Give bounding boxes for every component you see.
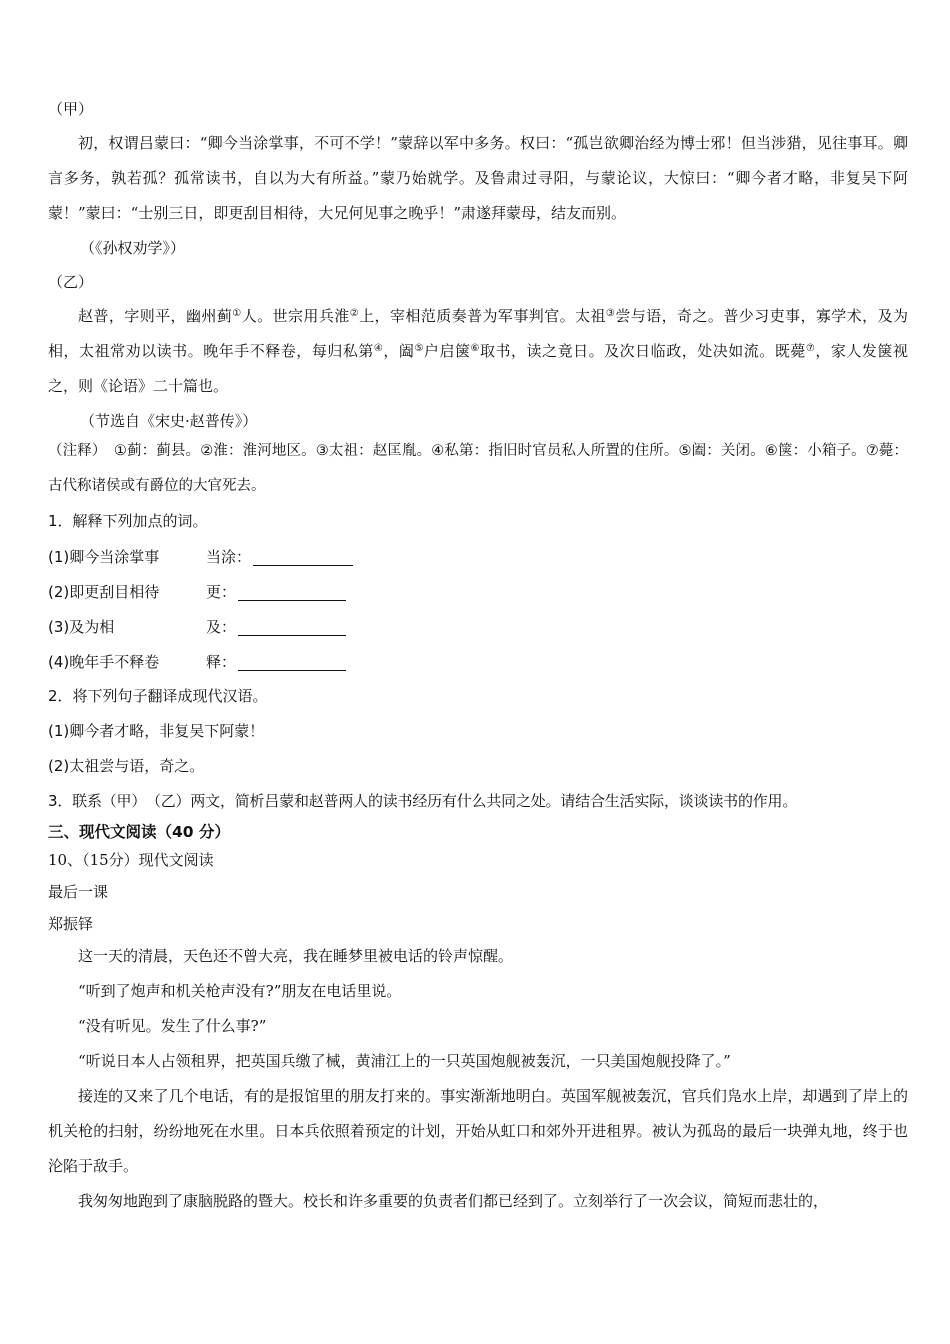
annotation-notes: （注释） ①蓟：蓟县。②淮：淮河地区。③太祖：赵匡胤。④私第：指旧时官员私人所置的住所。⑤阖：关闭。⑥箧：小箱子。⑦薨：古代称诸侯或有爵位的大官死去。	[48, 443, 908, 494]
question-1-item	[48, 539, 908, 574]
question-1-item	[48, 574, 908, 609]
footnote-marker: ⑦	[805, 343, 816, 354]
answer-blank[interactable]	[238, 582, 346, 601]
article-paragraph: 我匆匆地跑到了康脑脱路的暨大。校长和许多重要的负责者们都已经到了。立刻举行了一次会议，简短而悲壮的，	[78, 1192, 829, 1210]
footnote-marker: ①	[232, 308, 242, 319]
question-1-word: 释：	[206, 653, 237, 671]
question-1-sentence: (1)卿今当涂掌事	[48, 548, 160, 566]
article-paragraph: “听说日本人占领租界，把英国兵缴了械，黄浦江上的一只英国炮舰被轰沉，一只美国炮舰投降了。”	[78, 1052, 731, 1070]
answer-blank[interactable]	[253, 547, 353, 566]
question-1-item	[48, 609, 908, 644]
document-page	[48, 96, 908, 1219]
article-title: 最后一课	[48, 883, 109, 901]
passage-jia-source: （《孙权劝学》）	[80, 239, 186, 257]
question-1-word: 及：	[206, 618, 237, 636]
section-3-heading: 三、现代文阅读（40 分）	[48, 823, 230, 841]
footnote-marker: ④	[373, 343, 384, 354]
footnote-marker: ⑤	[414, 343, 424, 354]
passage-yi-source: （节选自《宋史·赵普传》）	[80, 412, 258, 430]
question-1-word: 当涂：	[206, 548, 252, 566]
article-paragraph: “听到了炮声和机关枪声没有?”朋友在电话里说。	[78, 982, 402, 1000]
question-2-item: (2)太祖尝与语，奇之。	[48, 757, 205, 775]
question-1-sentence: (4)晚年手不释卷	[48, 653, 160, 671]
passage-yi-text: 赵普，字则平，幽州蓟①人。世宗用兵淮②上，宰相范质奏普为军事判官。太祖③尝与语，奇之。普少习吏事，寡学术，及为相，太祖常劝以读书。晚年手不释卷，每归私第④，阖⑤户启箧⑥取书，读之竟日。及次日临政，处决如流。既薨⑦，家人发箧视之，则《论语》二十篇也。	[48, 307, 909, 395]
question-1-item	[48, 644, 908, 679]
article-author: 郑振铎	[48, 915, 94, 933]
article-paragraph: 这一天的清晨，天色还不曾大亮，我在睡梦里被电话的铃声惊醒。	[78, 947, 514, 965]
question-1-sentence: (2)即更刮目相待	[48, 583, 160, 601]
passage-jia-text: 初，权谓吕蒙曰：“卿今当涂掌事，不可不学！”蒙辞以军中多务。权曰：“孤岂欲卿治经为博士邪！但当涉猎，见往事耳。卿言多务，孰若孤？孤常读书，自以为大有所益。”蒙乃始就学。及鲁肃过寻阳，与蒙论议，大惊曰：“卿今者才略，非复吴下阿蒙！”蒙曰：“士别三日，即更刮目相待，大兄何见事之晚乎！”肃遂拜蒙母，结友而别。	[48, 134, 908, 222]
answer-blank[interactable]	[238, 617, 346, 636]
article-paragraph: 接连的又来了几个电话，有的是报馆里的朋友打来的。事实渐渐地明白。英国军舰被轰沉，官兵们凫水上岸，却遇到了岸上的机关枪的扫射，纷纷地死在水里。日本兵依照着预定的计划，开始从虹口和郊外开进租界。被认为孤岛的最后一块弹丸地，终于也沦陷于敌手。	[48, 1087, 908, 1175]
footnote-marker: ③	[605, 308, 616, 319]
passage-yi-label: （乙）	[48, 273, 94, 291]
question-2-title: 2．将下列句子翻译成现代汉语。	[48, 687, 268, 705]
question-1-sentence: (3)及为相	[48, 618, 115, 636]
footnote-marker: ②	[349, 308, 360, 319]
question-10-heading: 10、（15分）现代文阅读	[48, 851, 214, 869]
answer-blank[interactable]	[238, 652, 346, 671]
question-1-title: 1．解释下列加点的词。	[48, 512, 208, 530]
footnote-marker: ⑥	[470, 343, 480, 354]
question-3: 3．联系（甲） （乙）两文，简析吕蒙和赵普两人的读书经历有什么共同之处。请结合生活实际，谈谈读书的作用。	[48, 792, 798, 810]
article-paragraph: “没有听见。发生了什么事?”	[78, 1017, 267, 1035]
passage-jia-label: （甲）	[48, 100, 94, 118]
question-2-item: (1)卿今者才略，非复吴下阿蒙！	[48, 722, 265, 740]
question-1-word: 更：	[206, 583, 237, 601]
